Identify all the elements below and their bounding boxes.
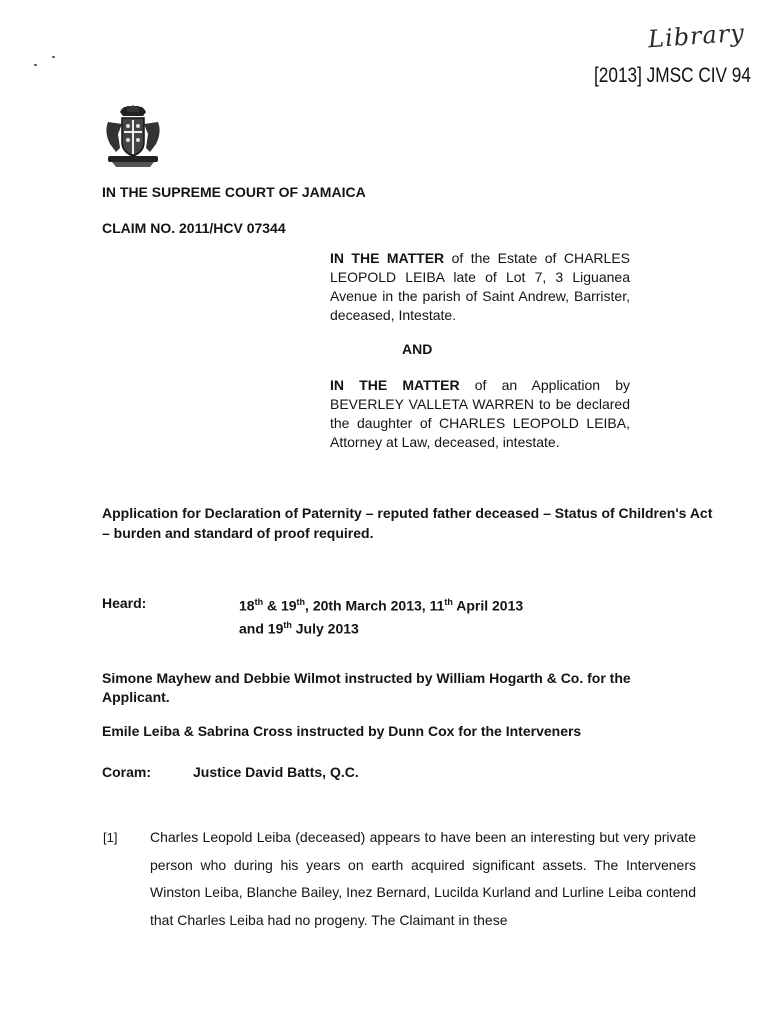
heard-date-3-suffix: th bbox=[444, 597, 453, 607]
heard-date-3-rest: April 2013 bbox=[452, 597, 524, 614]
scan-speck bbox=[34, 64, 37, 66]
matter-conjunction: AND bbox=[402, 341, 433, 357]
coram-label: Coram: bbox=[102, 764, 152, 780]
heard-date-3: 11 bbox=[429, 597, 445, 614]
heard-date-1: 18 bbox=[239, 597, 255, 614]
claim-number: CLAIM NO. 2011/HCV 07344 bbox=[102, 220, 286, 236]
matter-application-prefix: IN THE MATTER bbox=[330, 377, 460, 393]
scan-speck bbox=[52, 56, 55, 58]
headnote: Application for Declaration of Paternity – reputed father deceased – Status of Children's Act – burden and standard of proof required. bbox=[102, 505, 713, 541]
heard-date-4: 19 bbox=[267, 620, 284, 637]
heard-amp: & bbox=[263, 597, 281, 614]
heard-date-2: 19 bbox=[280, 597, 297, 614]
heard-label: Heard: bbox=[102, 595, 147, 611]
paragraph-number: [1] bbox=[103, 830, 118, 845]
matter-application bbox=[330, 376, 630, 452]
coram-judge: Justice David Batts, Q.C. bbox=[193, 764, 359, 780]
matter-estate-text: of the Estate of CHARLES LEOPOLD LEIBA late of Lot 7, 3 Liguanea Avenue in the parish of Saint Andrew, Barrister, deceased, Intestate. bbox=[330, 250, 630, 323]
heard-line2-prefix: and bbox=[239, 620, 268, 637]
coat-of-arms-icon bbox=[102, 102, 164, 168]
counsel-interveners: Emile Leiba & Sabrina Cross instructed by Dunn Cox for the Interveners bbox=[102, 723, 582, 739]
matter-application-text: of an Application by BEVERLEY VALLETA WARREN to be declared the daughter of CHARLES LEOPOLD LEIBA, Attorney at Law, deceased, intestate. bbox=[330, 377, 630, 450]
heard-date-1-suffix: th bbox=[254, 597, 264, 607]
heard-mid: , 20th March 2013, bbox=[305, 597, 430, 614]
heard-date-4-suffix: th bbox=[283, 619, 292, 630]
paragraph-text: Charles Leopold Leiba (deceased) appears to have been an interesting but very private person who during his years on earth acquired significant assets. The Interveners Winston Leiba, Blanche Bailey, Inez Bernard, Lucilda Kurland and Lurline Leiba contend that Charles Leiba had no progeny. The Claimant in these bbox=[150, 829, 696, 928]
matter-estate-prefix: IN THE MATTER bbox=[330, 250, 445, 266]
handwritten-annotation: Library bbox=[647, 18, 746, 54]
neutral-citation: [2013] JMSC CIV 94 bbox=[594, 64, 751, 87]
heard-date-4-rest: July 2013 bbox=[291, 620, 359, 637]
court-name: IN THE SUPREME COURT OF JAMAICA bbox=[102, 184, 366, 200]
heard-date-2-suffix: th bbox=[296, 597, 306, 607]
counsel-applicant: Simone Mayhew and Debbie Wilmot instructed by William Hogarth & Co. for the Applicant. bbox=[102, 670, 631, 705]
matter-estate bbox=[330, 249, 630, 325]
heard-dates bbox=[239, 593, 523, 638]
